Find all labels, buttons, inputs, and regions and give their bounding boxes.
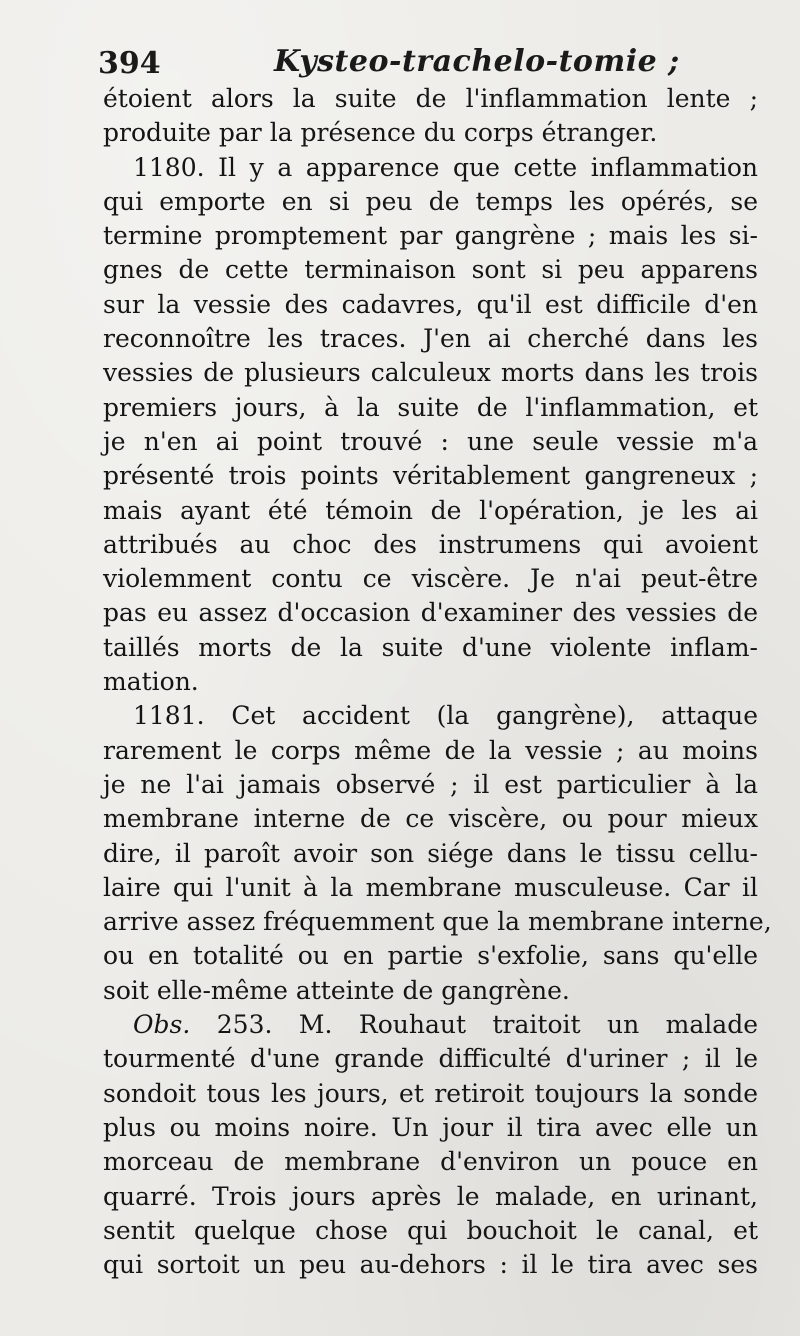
text-line: sur la vessie des cadavres, qu'il est difficile d'en — [103, 289, 758, 319]
text-line: reconnoître les traces. J'en ai cherché dans les — [103, 324, 758, 354]
text-line: membrane interne de ce viscère, ou pour mieux — [103, 804, 758, 834]
text-line: attribués au choc des instrumens qui avoient — [103, 529, 758, 559]
text-line: étoient alors la suite de l'inflammation lente ; — [103, 84, 758, 113]
body-text — [103, 82, 772, 1282]
text-line: mation. — [103, 667, 199, 697]
text-line: tourmenté d'une grande difficulté d'uriner ; il le — [103, 1044, 758, 1074]
paragraph-1180-start: 1180. Il y a apparence que cette inflammation — [133, 152, 758, 182]
text-line: morceau de membrane d'environ un pouce en — [103, 1147, 758, 1177]
text-line: ou en totalité ou en partie s'exfolie, sans qu'elle — [103, 941, 758, 971]
text-line: arrive assez fréquemment que la membrane interne, — [103, 907, 772, 937]
text-line: dire, il paroît avoir son siége dans le tissu cellu- — [103, 838, 758, 868]
text-line: mais ayant été témoin de l'opération, je les ai — [103, 495, 758, 525]
text-line: sondoit tous les jours, et retiroit toujours la sonde — [103, 1078, 758, 1108]
text-line: laire qui l'unit à la membrane musculeuse. Car il — [103, 872, 758, 902]
text-line: présenté trois points véritablement gangreneux ; — [103, 461, 758, 491]
text-line: rarement le corps même de la vessie ; au moins — [103, 735, 758, 765]
text-line: taillés morts de la suite d'une violente inflam- — [103, 632, 758, 662]
text-line: vessies de plusieurs calculeux morts dans les trois — [103, 358, 758, 388]
text-line: violemment contu ce viscère. Je n'ai peut-être — [103, 564, 758, 594]
text-line: je n'en ai point trouvé : une seule vessie m'a — [103, 426, 758, 456]
text-line: gnes de cette terminaison sont si peu apparens — [103, 255, 758, 285]
text-line: premiers jours, à la suite de l'inflammation, et — [103, 392, 758, 422]
text-line: termine promptement par gangrène ; mais les si- — [103, 221, 758, 251]
text-line: quarré. Trois jours après le malade, en urinant, — [103, 1181, 758, 1211]
text-line: qui sortoit un peu au-dehors : il le tira avec ses — [103, 1250, 758, 1280]
text-line: qui emporte en si peu de temps les opérés, se — [103, 186, 758, 216]
running-title: Kysteo-trachelo-tomie ; — [274, 44, 680, 79]
paragraph-1181-start: 1181. Cet accident (la gangrène), attaque — [133, 701, 758, 731]
page-number: 394 — [98, 46, 161, 81]
text-line: soit elle-même atteinte de gangrène. — [103, 975, 570, 1005]
text-line: produite par la présence du corps étranger. — [103, 118, 658, 148]
text-line: pas eu assez d'occasion d'examiner des vessies de — [103, 598, 758, 628]
text-line: je ne l'ai jamais observé ; il est particulier à la — [103, 769, 758, 799]
observation-253-start: Obs. 253. M. Rouhaut traitoit un malade — [133, 1010, 758, 1040]
observation-label: Obs. — [133, 1010, 191, 1040]
text-line: plus ou moins noire. Un jour il tira avec elle un — [103, 1112, 758, 1142]
text-line: sentit quelque chose qui bouchoit le canal, et — [103, 1215, 758, 1245]
